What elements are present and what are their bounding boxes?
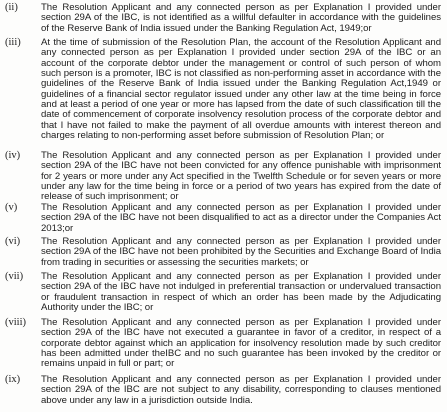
clause-text: At the time of submission of the Resolution Plan, the account of the Resolution Applicant and any connected person as per Explanation I provided under section 29A of the IBC or an account of the corporate debtor under the management or control of such person of whom such person is a promoter, IBC is not classified as non-performing asset in accordance with the guidelines of the Reserve Bank of India issued under the Banking Regulation Act,1949 or guidelines of a financial sector regulator issued under any other law at the time being in force and at least a period of one year or more has lapsed from the date of such classification till the date of commencement of corporate insolvency resolution process of the corporate debtor and that I have not failed to make the payment of all overdue amounts with interest thereon and charges relating to non-performing asset before submission of Resolution Plan; or xyxy=(41,37,441,142)
clause-text: The Resolution Applicant and any connected person as per Explanation I provided under section 29A of the IBC have not indulged in preferential transaction or undervalued transaction or fraudulent transaction in respect of which an order has been made by the Adjudicating Authority under the IBC; or xyxy=(41,271,441,314)
clause-text: The Resolution Applicant and any connected person as per Explanation I provided under section 29A of the IBC have not been prohibited by the Securities and Exchange Board of India from trading in securities or assessing the securities markets; or xyxy=(41,236,441,268)
clause-number: (viii) xyxy=(5,317,26,328)
clause-text: The Resolution Applicant and any connected person as per Explanation I provided under section 29A of the IBC have not been disqualified to act as a director under the Companies Act 2013;or xyxy=(41,202,441,234)
clause-number: (ix) xyxy=(5,374,21,385)
clause-number: (vi) xyxy=(5,236,21,247)
clause-number: (ii) xyxy=(5,2,18,13)
clause-text: The Resolution Applicant and any connected person as per Explanation I provided under section 29A of the IBC have not been convicted for any offence punishable with imprisonment for 2 years or more under any Act specified in the Twelfth Schedule or for seven years or more under any law for the time being in force or a period of two years has expired from the date of release of such imprisonment; or xyxy=(41,150,441,203)
clause-number: (iv) xyxy=(5,150,21,161)
clause-text: The Resolution Applicant and any connected person as per Explanation I provided under section 29A of the IBC, is not identified as a willful defaulter in accordance with the guidelines of the Reserve Bank of India issued under the Banking Regulation Act, 1949;or xyxy=(41,2,441,34)
clause-text: The Resolution Applicant and any connected person as per Explanation I provided under section 29A of the IBC have not executed a guarantee in favor of a creditor, in respect of a corporate debtor against which an application for insolvency resolution made by such creditor has been admitted under theIBC and no such guarantee has been invoked by the creditor or remains unpaid in full or part; or xyxy=(41,317,441,370)
clause-number: (v) xyxy=(5,202,18,213)
clause-number: (iii) xyxy=(5,37,21,48)
clause-number: (vii) xyxy=(5,271,24,282)
clause-text: The Resolution Applicant and any connected person as per Explanation I provided under section 29A of the IBC are not subject to any disability, corresponding to clauses mentioned above under any law in a jurisdiction outside India. xyxy=(41,374,441,406)
